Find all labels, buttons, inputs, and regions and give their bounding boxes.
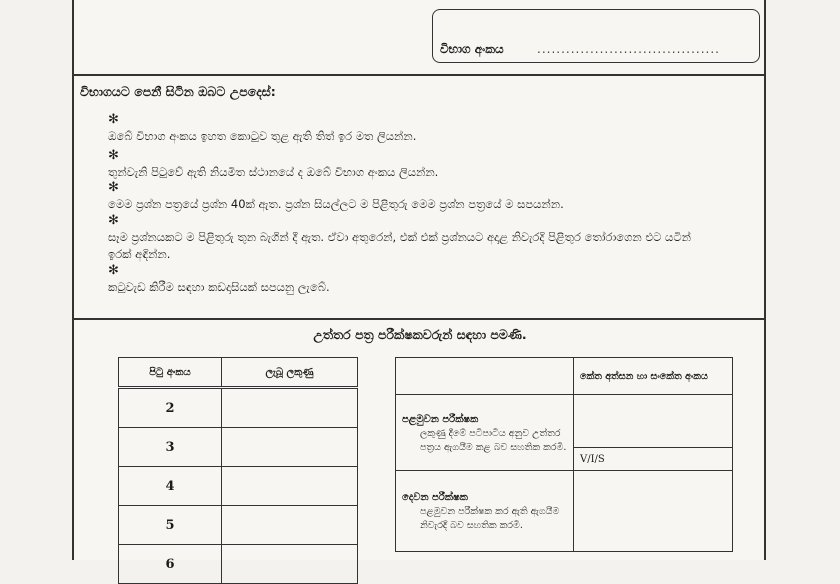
page-number-cell: 6 <box>119 545 222 584</box>
first-examiner-cell <box>396 395 574 471</box>
instruction-item: ✻කටුවැඩ කිරීම සඳහා කඩදාසියක් සපයනු ලැබේ. <box>108 263 330 294</box>
second-examiner-title: දෙවන පරීක්ෂක <box>402 492 468 503</box>
examiners-section-title: උත්තර පත්‍ර පරීක්ෂකවරුන් සඳහා පමණි. <box>313 327 527 342</box>
page-number-cell: 4 <box>119 467 222 506</box>
page-number-cell: 2 <box>119 388 222 428</box>
asterisk-icon: ✻ <box>108 213 119 228</box>
asterisk-icon: ✻ <box>108 180 119 195</box>
marks-cell[interactable] <box>222 545 358 584</box>
instruction-item: ✻තුන්වැනි පිටුවේ ඇති නියමිත ස්ථානයේ ද ඔබේ විභාග අංකය ලියන්න. <box>108 148 439 179</box>
marks-cell[interactable] <box>222 428 358 467</box>
first-examiner-title: පළමුවන පරීක්ෂක <box>402 413 479 425</box>
marks-table <box>118 357 358 584</box>
index-number-field[interactable]: ...................................... <box>537 42 720 56</box>
instruction-item: ✻ඔබේ විභාග අංකය ඉහත කොටුව තුළ ඇති තිත් ඉර මත ලියන්න. <box>108 112 417 143</box>
marks-received-header: ලැබූ ලකුණු <box>222 358 358 388</box>
page-number-header: පිටු අංකය <box>119 358 222 388</box>
first-examiner-text: ලකුණු දීමේ පටිපාටිය අනුව උත්තර පත්‍රය ඇගයීම කළ බව සහතික කරමි. <box>420 427 567 453</box>
marks-cell[interactable] <box>222 506 358 545</box>
asterisk-icon: ✻ <box>108 263 119 278</box>
code-signature-header: කේත අත්සන හා සංකේත අංකය <box>574 358 733 395</box>
second-examiner-cell <box>396 471 574 552</box>
section-divider <box>72 74 764 76</box>
instructions-title: විභාගයට පෙනී සිටින ඔබට උපදෙස්: <box>80 84 276 99</box>
asterisk-icon: ✻ <box>108 148 119 163</box>
marks-cell[interactable] <box>222 467 358 506</box>
section-divider <box>72 318 764 320</box>
first-examiner-code: V/I/S <box>574 448 733 471</box>
second-examiner-text: පළමුවන පරීක්ෂක කර ඇති ඇගයීම නිවැරදි බව සහතික කරමි. <box>420 506 560 531</box>
instruction-item: ✻මෙම ප්‍රශ්න පත්‍රයේ ප්‍රශ්න 40ක් ඇත. ප්‍රශ්න සියල්ලට ම පිළිතුරු මෙම ප්‍රශ්න පත්‍රයේ ම සපයන්න. <box>108 180 564 211</box>
examiner-blank-header <box>396 358 574 395</box>
second-examiner-signature[interactable] <box>574 471 733 552</box>
asterisk-icon: ✻ <box>108 112 119 127</box>
first-examiner-signature[interactable] <box>574 395 733 448</box>
index-number-label: විභාග අංකය <box>440 42 504 56</box>
page-number-cell: 3 <box>119 428 222 467</box>
examiner-verification-table <box>395 357 733 552</box>
marks-cell[interactable] <box>222 388 358 428</box>
instruction-item: ✻සෑම ප්‍රශ්නයකට ම පිළිතුරු තුන බැගින් දී ඇත. ඒවා අතුරෙන්, එක් එක් ප්‍රශ්නයට අදාළ නිවැරදි පිළිතුර තෝරාගෙන එට යටින් ඉරක් අඳින්න. <box>108 213 691 261</box>
page-number-cell: 5 <box>119 506 222 545</box>
